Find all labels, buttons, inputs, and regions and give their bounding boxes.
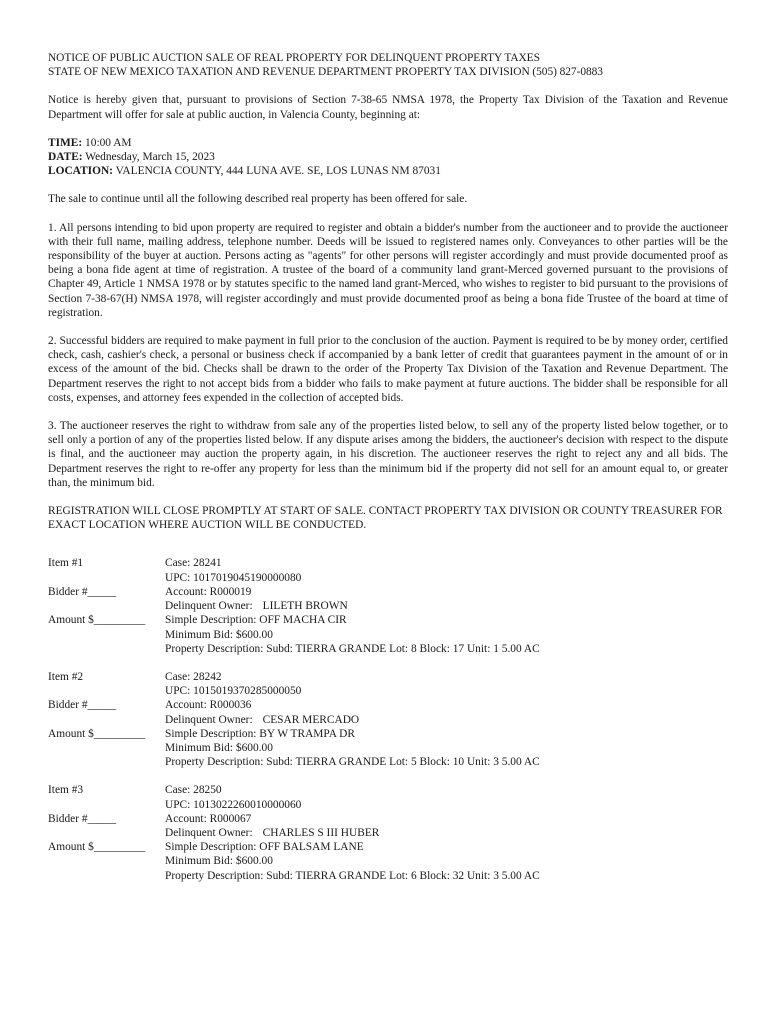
item-details [165, 556, 728, 655]
item-upc: UPC: 1013022260010000060 [165, 798, 302, 811]
item-simple-description: Simple Description: OFF BALSAM LANE [165, 841, 364, 854]
item-labels [48, 556, 165, 655]
date-value: Wednesday, March 15, 2023 [85, 151, 215, 164]
bidder-field: Bidder #_____ [48, 812, 117, 825]
auction-schedule [48, 136, 728, 179]
item-case: Case: 28241 [165, 557, 222, 570]
item-case: Case: 28250 [165, 784, 222, 797]
paragraph-1: 1. All persons intending to bid upon property are required to register and obtain a bidder's number from the auctioneer and to provide the auctioneer with their full name, mailing address, telephone number. Deeds will be issued to registered names only. Conveyances to other parties will be the responsibility of the buyer at auction. Persons acting as "agents" for other persons will register accordingly and must provide documented proof as being a bona fide agent at time of registration. A trustee of the board of a community land grant-Merced governed pursuant to the provisions of Chapter 49, Article 1 NMSA 1978 or by statutes specific to the named land grant-Merced, who wishes to register to bid pursuant to the provisions of Section 7-38-67(H) NMSA 1978, will register accordingly and must provide documented proof as being a bona fide Trustee of the board at time of registration. [48, 221, 728, 319]
amount-field: Amount $_________ [48, 841, 146, 854]
item-label: Item #1 [48, 557, 84, 570]
time-row [48, 136, 728, 150]
paragraph-3: 3. The auctioneer reserves the right to withdraw from sale any of the properties listed below, to sell any of the property listed below together, or to sell only a portion of any of the properties listed below. If any dispute arises among the bidders, the auctioneer's decision with respect to the dispute is final, and the auctioneer may auction the property again, in his discretion. The auctioneer reserves the right to reject any and all bids. The Department reserves the right to re-offer any property for less than the minimum bid if the property did not sell for an amount equal to, or greater than, the minimum bid. [48, 420, 728, 489]
owner-label: Delinquent Owner: [165, 713, 253, 726]
continue-note: The sale to continue until all the following described real property has been offered for sale. [48, 193, 468, 206]
item-property-description: Property Description: Subd: TIERRA GRANDE Lot: 5 Block: 10 Unit: 3 5.00 AC [165, 756, 540, 769]
time-value: 10:00 AM [85, 136, 132, 149]
item-account: Account: R000019 [165, 585, 252, 598]
item-case: Case: 28242 [165, 670, 222, 683]
owner-name: CHARLES S III HUBER [262, 826, 380, 839]
date-label: DATE: [48, 151, 83, 164]
owner-name: LILETH BROWN [262, 600, 348, 613]
item-details [165, 783, 728, 882]
auction-item [48, 670, 728, 769]
item-labels [48, 783, 165, 882]
item-owner [165, 826, 728, 840]
registration-notice: REGISTRATION WILL CLOSE PROMPTLY AT START OF SALE. CONTACT PROPERTY TAX DIVISION OR COUNTY TREASURER FOR EXACT LOCATION WHERE AUCTION WILL BE CONDUCTED. [48, 505, 723, 532]
item-simple-description: Simple Description: OFF MACHA CIR [165, 614, 347, 627]
item-label: Item #2 [48, 670, 84, 683]
item-account: Account: R000067 [165, 812, 252, 825]
item-simple-description: Simple Description: BY W TRAMPA DR [165, 727, 355, 740]
owner-label: Delinquent Owner: [165, 600, 253, 613]
paragraph-2: 2. Successful bidders are required to make payment in full prior to the conclusion of the auction. Payment is required to be by money order, certified check, cash, cashier's check, a personal or business check if accompanied by a bank letter of credit that guarantees payment in the amount of or in excess of the amount of the bid. Checks shall be drawn to the order of the Property Tax Division of the Taxation and Revenue Department. The Department reserves the right to not accept bids from a bidder who fails to make payment at future auctions. The bidder shall be responsible for all costs, expenses, and attorney fees expended in the collection of accepted bids. [48, 335, 728, 404]
time-label: TIME: [48, 136, 83, 149]
intro-paragraph: Notice is hereby given that, pursuant to provisions of Section 7-38-65 NMSA 1978, the Property Tax Division of the Taxation and Revenue Department will offer for sale at public auction, in Valencia County, beginning at: [48, 94, 728, 121]
notice-title [48, 51, 728, 79]
item-owner [165, 599, 728, 613]
item-details [165, 670, 728, 769]
item-minimum-bid: Minimum Bid: $600.00 [165, 855, 273, 868]
item-property-description: Property Description: Subd: TIERRA GRANDE Lot: 8 Block: 17 Unit: 1 5.00 AC [165, 642, 540, 655]
owner-name: CESAR MERCADO [262, 713, 360, 726]
auction-item [48, 783, 728, 882]
item-label: Item #3 [48, 784, 84, 797]
location-label: LOCATION: [48, 165, 113, 178]
location-row [48, 164, 728, 178]
title-line-2: STATE OF NEW MEXICO TAXATION AND REVENUE DEPARTMENT PROPERTY TAX DIVISION (505) 827-0883 [48, 66, 603, 79]
item-property-description: Property Description: Subd: TIERRA GRANDE Lot: 6 Block: 32 Unit: 3 5.00 AC [165, 869, 540, 882]
bidder-field: Bidder #_____ [48, 699, 117, 712]
bidder-field: Bidder #_____ [48, 585, 117, 598]
item-owner [165, 713, 728, 727]
notice-content [48, 51, 728, 883]
date-row [48, 150, 728, 164]
amount-field: Amount $_________ [48, 727, 146, 740]
item-upc: UPC: 1017019045190000080 [165, 571, 302, 584]
location-value: VALENCIA COUNTY, 444 LUNA AVE. SE, LOS LUNAS NM 87031 [115, 165, 441, 178]
item-labels [48, 670, 165, 769]
item-account: Account: R000036 [165, 699, 252, 712]
owner-label: Delinquent Owner: [165, 826, 253, 839]
amount-field: Amount $_________ [48, 614, 146, 627]
item-upc: UPC: 1015019370285000050 [165, 685, 302, 698]
auction-item [48, 556, 728, 655]
title-line-1: NOTICE OF PUBLIC AUCTION SALE OF REAL PROPERTY FOR DELINQUENT PROPERTY TAXES [48, 52, 540, 64]
item-minimum-bid: Minimum Bid: $600.00 [165, 741, 273, 754]
item-minimum-bid: Minimum Bid: $600.00 [165, 628, 273, 641]
